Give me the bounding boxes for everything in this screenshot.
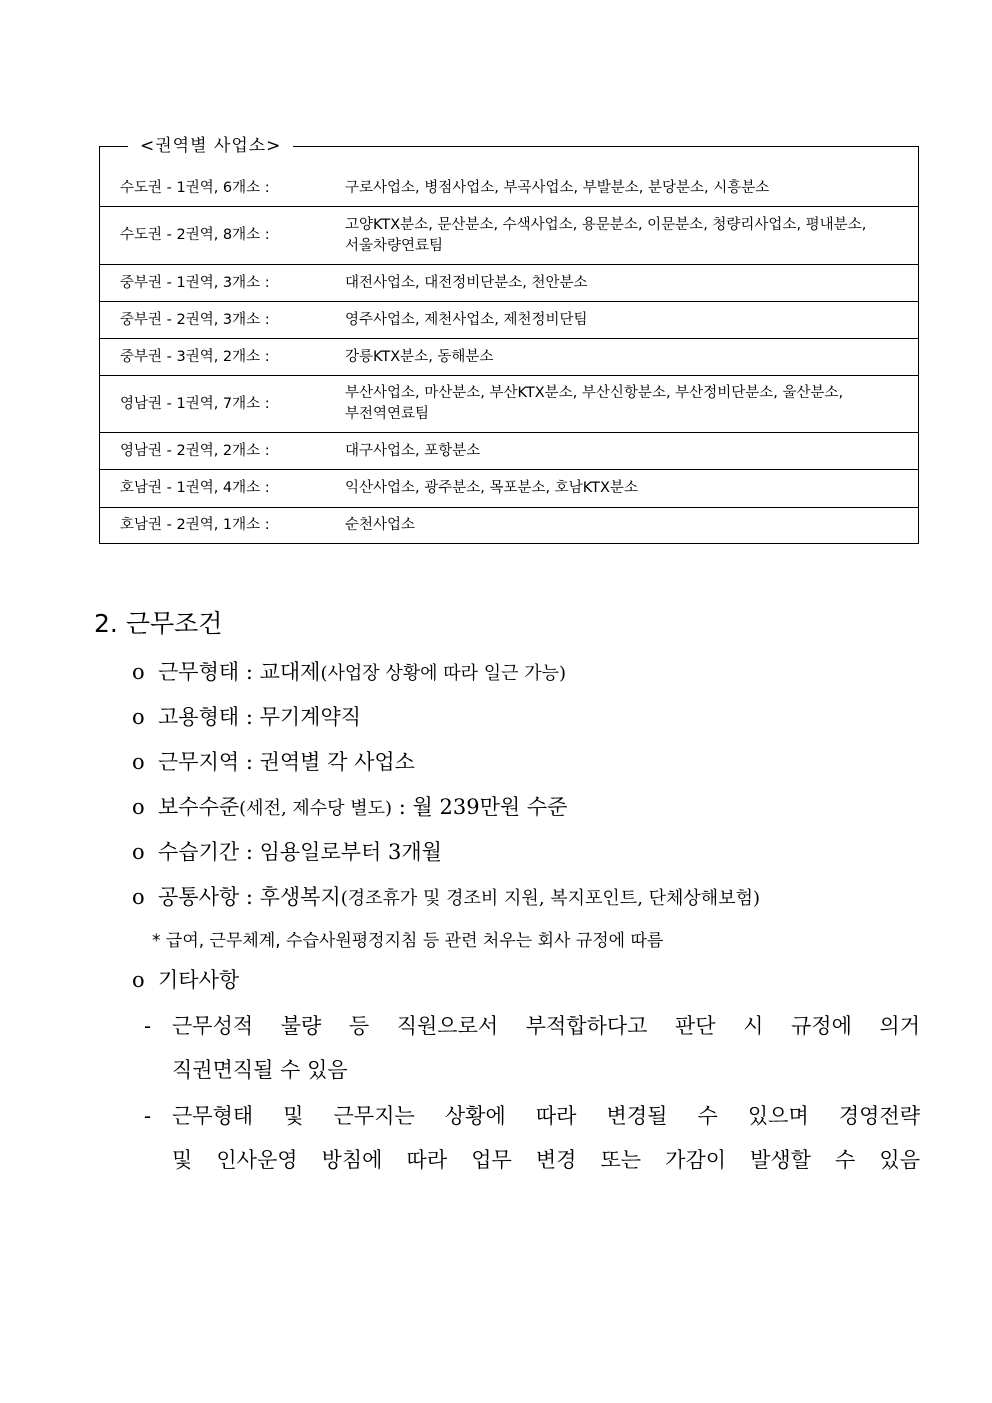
item-key: 수습기간 [158,840,240,864]
office-row [100,206,918,264]
bullet-icon: o [132,750,145,774]
office-row [100,469,918,507]
bullet-icon: o [132,660,145,684]
condition-item [132,701,361,733]
item-key: 고용형태 [158,705,240,729]
item-key: 근무지역 [158,750,240,774]
item-value: 무기계약직 [259,705,362,729]
item-key: 보수수준 [158,795,240,819]
office-row-value: 대전사업소, 대전정비단분소, 천안분소 [345,274,588,291]
item-value: 권역별 각 사업소 [259,750,415,774]
footnote: * 급여, 근무체계, 수습사원평정지침 등 관련 처우는 회사 규정에 따름 [152,931,664,951]
other-item-line2: 직권면직될 수 있음 [172,1058,348,1082]
condition-item [132,656,566,690]
office-row-value: 강릉KTX분소, 동해분소 [345,348,494,365]
office-row-value: 구로사업소, 병점사업소, 부곡사업소, 부발분소, 분당분소, 시흥분소 [345,179,770,196]
section-heading [94,606,222,642]
other-item-line1: 근무성적 불량 등 직원으로서 부적합하다고 판단 시 규정에 의거 [172,1014,920,1038]
office-row-label: 영남권 - 2권역, 2개소 : [120,442,270,459]
office-row-value: 영주사업소, 제천사업소, 제천정비단팀 [345,311,588,328]
condition-item [132,836,442,868]
item-value: 임용일로부터 3개월 [259,840,442,864]
office-row [100,338,918,375]
item-value: 월 239만원 수준 [412,795,568,819]
condition-item [132,881,760,915]
other-item-line2: 및 인사운영 방침에 따라 업무 변경 또는 가감이 발생할 수 있음 [172,1148,920,1172]
other-item [144,1004,920,1092]
bullet-icon: o [132,885,145,909]
item-key: 근무형태 [158,660,240,684]
item-value: 후생복지 [259,885,341,909]
office-row-value: 대구사업소, 포항분소 [345,442,481,459]
item-extra: (경조휴가 및 경조비 지원, 복지포인트, 단체상해보험) [340,888,760,909]
office-row [100,301,918,338]
item-sep: : [239,885,260,909]
regional-offices-title: <권역별 사업소> [128,134,293,158]
office-row [100,264,918,301]
office-row [100,432,918,469]
section-number: 2. [94,609,118,638]
office-row [100,170,918,206]
office-row-label: 영남권 - 1권역, 7개소 : [120,395,270,412]
office-row-label: 중부권 - 3권역, 2개소 : [120,348,270,365]
item-extra-key: (세전, 제수당 별도) [239,798,393,819]
office-row-label: 중부권 - 2권역, 3개소 : [120,311,270,328]
other-item [144,1094,920,1182]
office-row-label: 수도권 - 2권역, 8개소 : [120,227,270,243]
item-value: 교대제 [259,660,321,684]
section-title: 근무조건 [125,609,223,638]
bullet-icon: o [132,840,145,864]
office-row [100,507,918,543]
item-sep: : [392,795,413,819]
dash-icon: - [144,1104,152,1128]
condition-item [132,791,567,825]
item-sep: : [239,705,260,729]
office-row-label: 호남권 - 1권역, 4개소 : [120,480,270,496]
office-row-label: 중부권 - 1권역, 3개소 : [120,274,270,291]
item-sep: : [239,660,260,684]
item-key: 공통사항 [158,885,240,909]
office-row-value: 순천사업소 [345,517,416,533]
office-row-value: 부산사업소, 마산분소, 부산KTX분소, 부산신항분소, 부산정비단분소, 울산분소, 부전역연료팀 [345,385,844,422]
office-row-label: 호남권 - 2권역, 1개소 : [120,517,270,533]
other-label: 기타사항 [158,968,240,992]
bullet-icon: o [132,968,145,992]
item-sep: : [239,750,260,774]
item-extra: (사업장 상황에 따라 일근 가능) [320,663,567,684]
bullet-icon: o [132,705,145,729]
bullet-icon: o [132,795,145,819]
office-row-value: 익산사업소, 광주분소, 목포분소, 호남KTX분소 [345,480,638,496]
item-sep: : [239,840,260,864]
other-item-line1: 근무형태 및 근무지는 상황에 따라 변경될 수 있으며 경영전략 [172,1104,920,1128]
condition-item [132,746,415,778]
office-row-value: 고양KTX분소, 문산분소, 수색사업소, 용문분소, 이문분소, 청량리사업소, 평내분소, 서울차량연료팀 [345,216,867,254]
dash-icon: - [144,1014,152,1038]
other-heading [132,964,239,996]
office-row-label: 수도권 - 1권역, 6개소 : [120,179,270,196]
office-row [100,375,918,432]
